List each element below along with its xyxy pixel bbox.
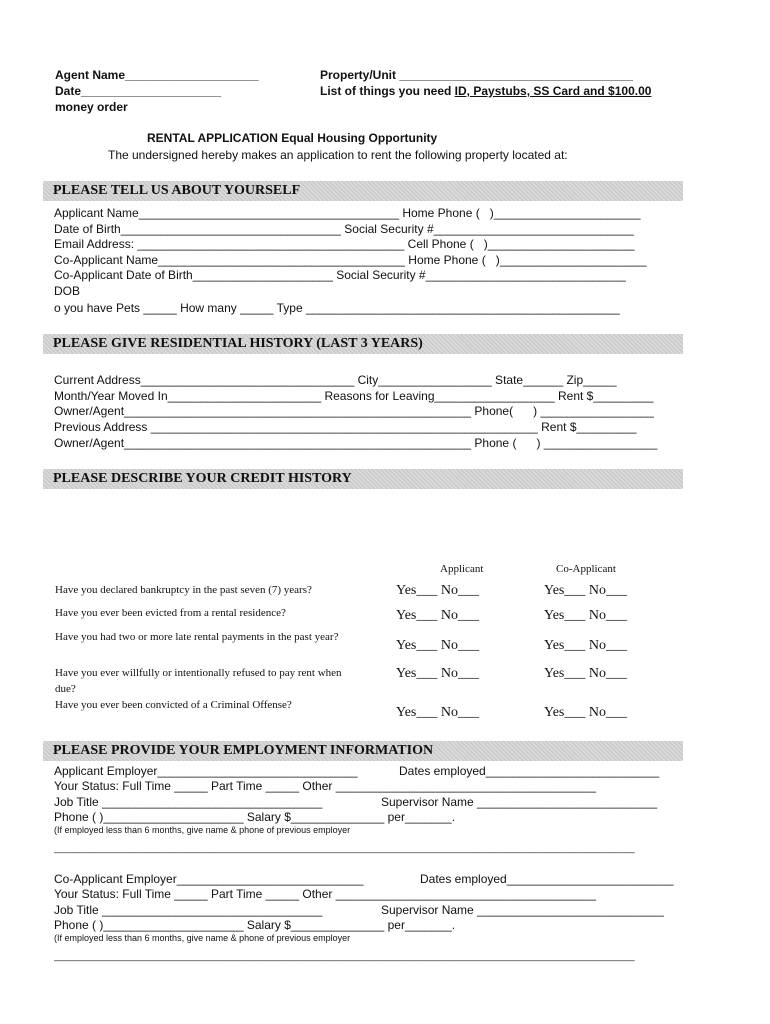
document-subtitle: The undersigned hereby makes an application to rent the following property located at: — [108, 148, 568, 162]
things-prefix: List of things you need — [320, 84, 455, 98]
coapplicant-evicted-yes-no[interactable]: Yes___ No___ — [544, 608, 627, 623]
applicant-name-field[interactable]: Applicant Name_______________________________________ Home Phone ( — [54, 206, 480, 220]
coapplicant-home-phone-field[interactable]: )______________________ — [495, 253, 647, 267]
applicant-dates-employed-field[interactable]: Dates employed__________________________ — [399, 764, 660, 778]
coapplicant-previous-employer-line[interactable]: ____________________________________________________________________________________________________________________ — [54, 951, 635, 961]
coapplicant-job-title-field[interactable]: Job Title _________________________________ — [54, 903, 323, 917]
applicant-job-title-field[interactable]: Job Title _________________________________ — [54, 795, 323, 809]
coapplicant-status-line[interactable]: Your Status: Full Time _____ Part Time _____ Other _______________________________________ — [54, 887, 596, 901]
applicant-employer-field[interactable]: Applicant Employer______________________________ — [54, 764, 358, 778]
coapplicant-late-payments-yes-no[interactable]: Yes___ No___ — [544, 638, 627, 653]
coapplicant-bankruptcy-yes-no[interactable]: Yes___ No___ — [544, 583, 627, 598]
section-bar-credit — [43, 469, 683, 489]
things-needed-text — [320, 84, 651, 98]
applicant-previous-employer-note: (If employed less than 6 months, give name & phone of previous employer — [54, 825, 351, 835]
owner-agent-line-2[interactable] — [54, 436, 657, 450]
owner-phone-field-2[interactable]: ) _________________ — [536, 436, 658, 450]
credit-question-bankruptcy: Have you declared bankruptcy in the past seven (7) years? — [55, 584, 312, 596]
coapplicant-phone-salary-line[interactable]: Phone ( )_____________________ Salary $______________ per_______. — [54, 918, 456, 932]
owner-phone-field-1[interactable]: ) _________________ — [533, 404, 654, 418]
agent-name-field[interactable]: Agent Name____________________ — [55, 68, 259, 82]
applicant-evicted-yes-no[interactable]: Yes___ No___ — [396, 608, 479, 623]
email-cell-line[interactable] — [54, 237, 635, 251]
coapplicant-column-header: Co-Applicant — [556, 563, 616, 575]
money-order-text: money order — [55, 100, 128, 114]
dob-label: DOB — [54, 284, 81, 298]
document-title: RENTAL APPLICATION Equal Housing Opportunity — [147, 131, 438, 145]
credit-question-evicted: Have you ever been evicted from a rental residence? — [55, 607, 286, 619]
things-list: ID, Paystubs, SS Card and $100.00 — [454, 84, 652, 98]
section-title-residential: PLEASE GIVE RESIDENTIAL HISTORY (LAST 3 YEARS) — [53, 336, 423, 351]
section-title-about: PLEASE TELL US ABOUT YOURSELF — [53, 183, 301, 198]
credit-question-late-payments: Have you had two or more late rental payments in the past year? — [55, 631, 339, 643]
applicant-supervisor-field[interactable]: Supervisor Name ___________________________ — [381, 795, 658, 809]
previous-address-line[interactable]: Previous Address __________________________________________________________ Rent $_________ — [54, 420, 637, 434]
section-title-credit: PLEASE DESCRIBE YOUR CREDIT HISTORY — [53, 471, 352, 486]
owner-agent-field-2[interactable]: Owner/Agent____________________________________________________ Phone ( — [54, 436, 517, 450]
credit-question-criminal: Have you ever been convicted of a Criminal Offense? — [55, 699, 292, 711]
applicant-home-phone-field[interactable]: )______________________ — [489, 206, 641, 220]
moved-in-line[interactable]: Month/Year Moved In_______________________ Reasons for Leaving__________________ Rent $_________ — [54, 389, 654, 403]
applicant-refused-rent-yes-no[interactable]: Yes___ No___ — [396, 666, 479, 681]
applicant-bankruptcy-yes-no[interactable]: Yes___ No___ — [396, 583, 479, 598]
section-title-employment: PLEASE PROVIDE YOUR EMPLOYMENT INFORMATION — [53, 743, 434, 758]
applicant-name-line[interactable] — [54, 206, 641, 220]
applicant-late-payments-yes-no[interactable]: Yes___ No___ — [396, 638, 479, 653]
coapplicant-employer-field[interactable]: Co-Applicant Employer____________________________ — [54, 872, 364, 886]
section-bar-employment — [43, 741, 683, 761]
section-bar-residential — [43, 334, 683, 354]
pets-line[interactable]: o you have Pets _____ How many _____ Type _______________________________________________ — [54, 301, 620, 315]
coapplicant-supervisor-field[interactable]: Supervisor Name ____________________________ — [381, 903, 664, 917]
cell-phone-field[interactable]: )______________________ — [483, 237, 635, 251]
credit-question-refused-rent: Have you ever willfully or intentionally refused to pay rent when due? — [55, 667, 342, 695]
coapplicant-name-field[interactable]: Co-Applicant Name_____________________________________ Home Phone ( — [54, 253, 486, 267]
coapplicant-dob-ssn-line[interactable]: Co-Applicant Date of Birth_____________________ Social Security #______________________________ — [54, 268, 626, 282]
owner-agent-field-1[interactable]: Owner/Agent____________________________________________________ Phone( — [54, 404, 514, 418]
applicant-previous-employer-line[interactable]: ____________________________________________________________________________________________________________________ — [54, 843, 635, 853]
coapplicant-refused-rent-yes-no[interactable]: Yes___ No___ — [544, 666, 627, 681]
dob-ssn-line[interactable]: Date of Birth_________________________________ Social Security #______________________________ — [54, 222, 634, 236]
owner-agent-line-1[interactable] — [54, 404, 654, 418]
applicant-criminal-yes-no[interactable]: Yes___ No___ — [396, 705, 479, 720]
email-field[interactable]: Email Address: ________________________________________ Cell Phone ( — [54, 237, 474, 251]
coapplicant-criminal-yes-no[interactable]: Yes___ No___ — [544, 705, 627, 720]
coapplicant-dates-employed-field[interactable]: Dates employed_________________________ — [420, 872, 674, 886]
coapplicant-previous-employer-note: (If employed less than 6 months, give name & phone of previous employer — [54, 933, 351, 943]
applicant-column-header: Applicant — [440, 563, 484, 575]
section-bar-about — [43, 181, 683, 201]
applicant-status-line[interactable]: Your Status: Full Time _____ Part Time _____ Other _______________________________________ — [54, 779, 596, 793]
current-address-line[interactable]: Current Address________________________________ City_________________ State______ Zip_____ — [54, 373, 617, 387]
coapplicant-name-line[interactable] — [54, 253, 647, 267]
property-unit-field[interactable]: Property/Unit ___________________________________ — [320, 68, 633, 82]
date-field[interactable]: Date_____________________ — [55, 84, 222, 98]
applicant-phone-salary-line[interactable]: Phone ( )_____________________ Salary $______________ per_______. — [54, 810, 456, 824]
